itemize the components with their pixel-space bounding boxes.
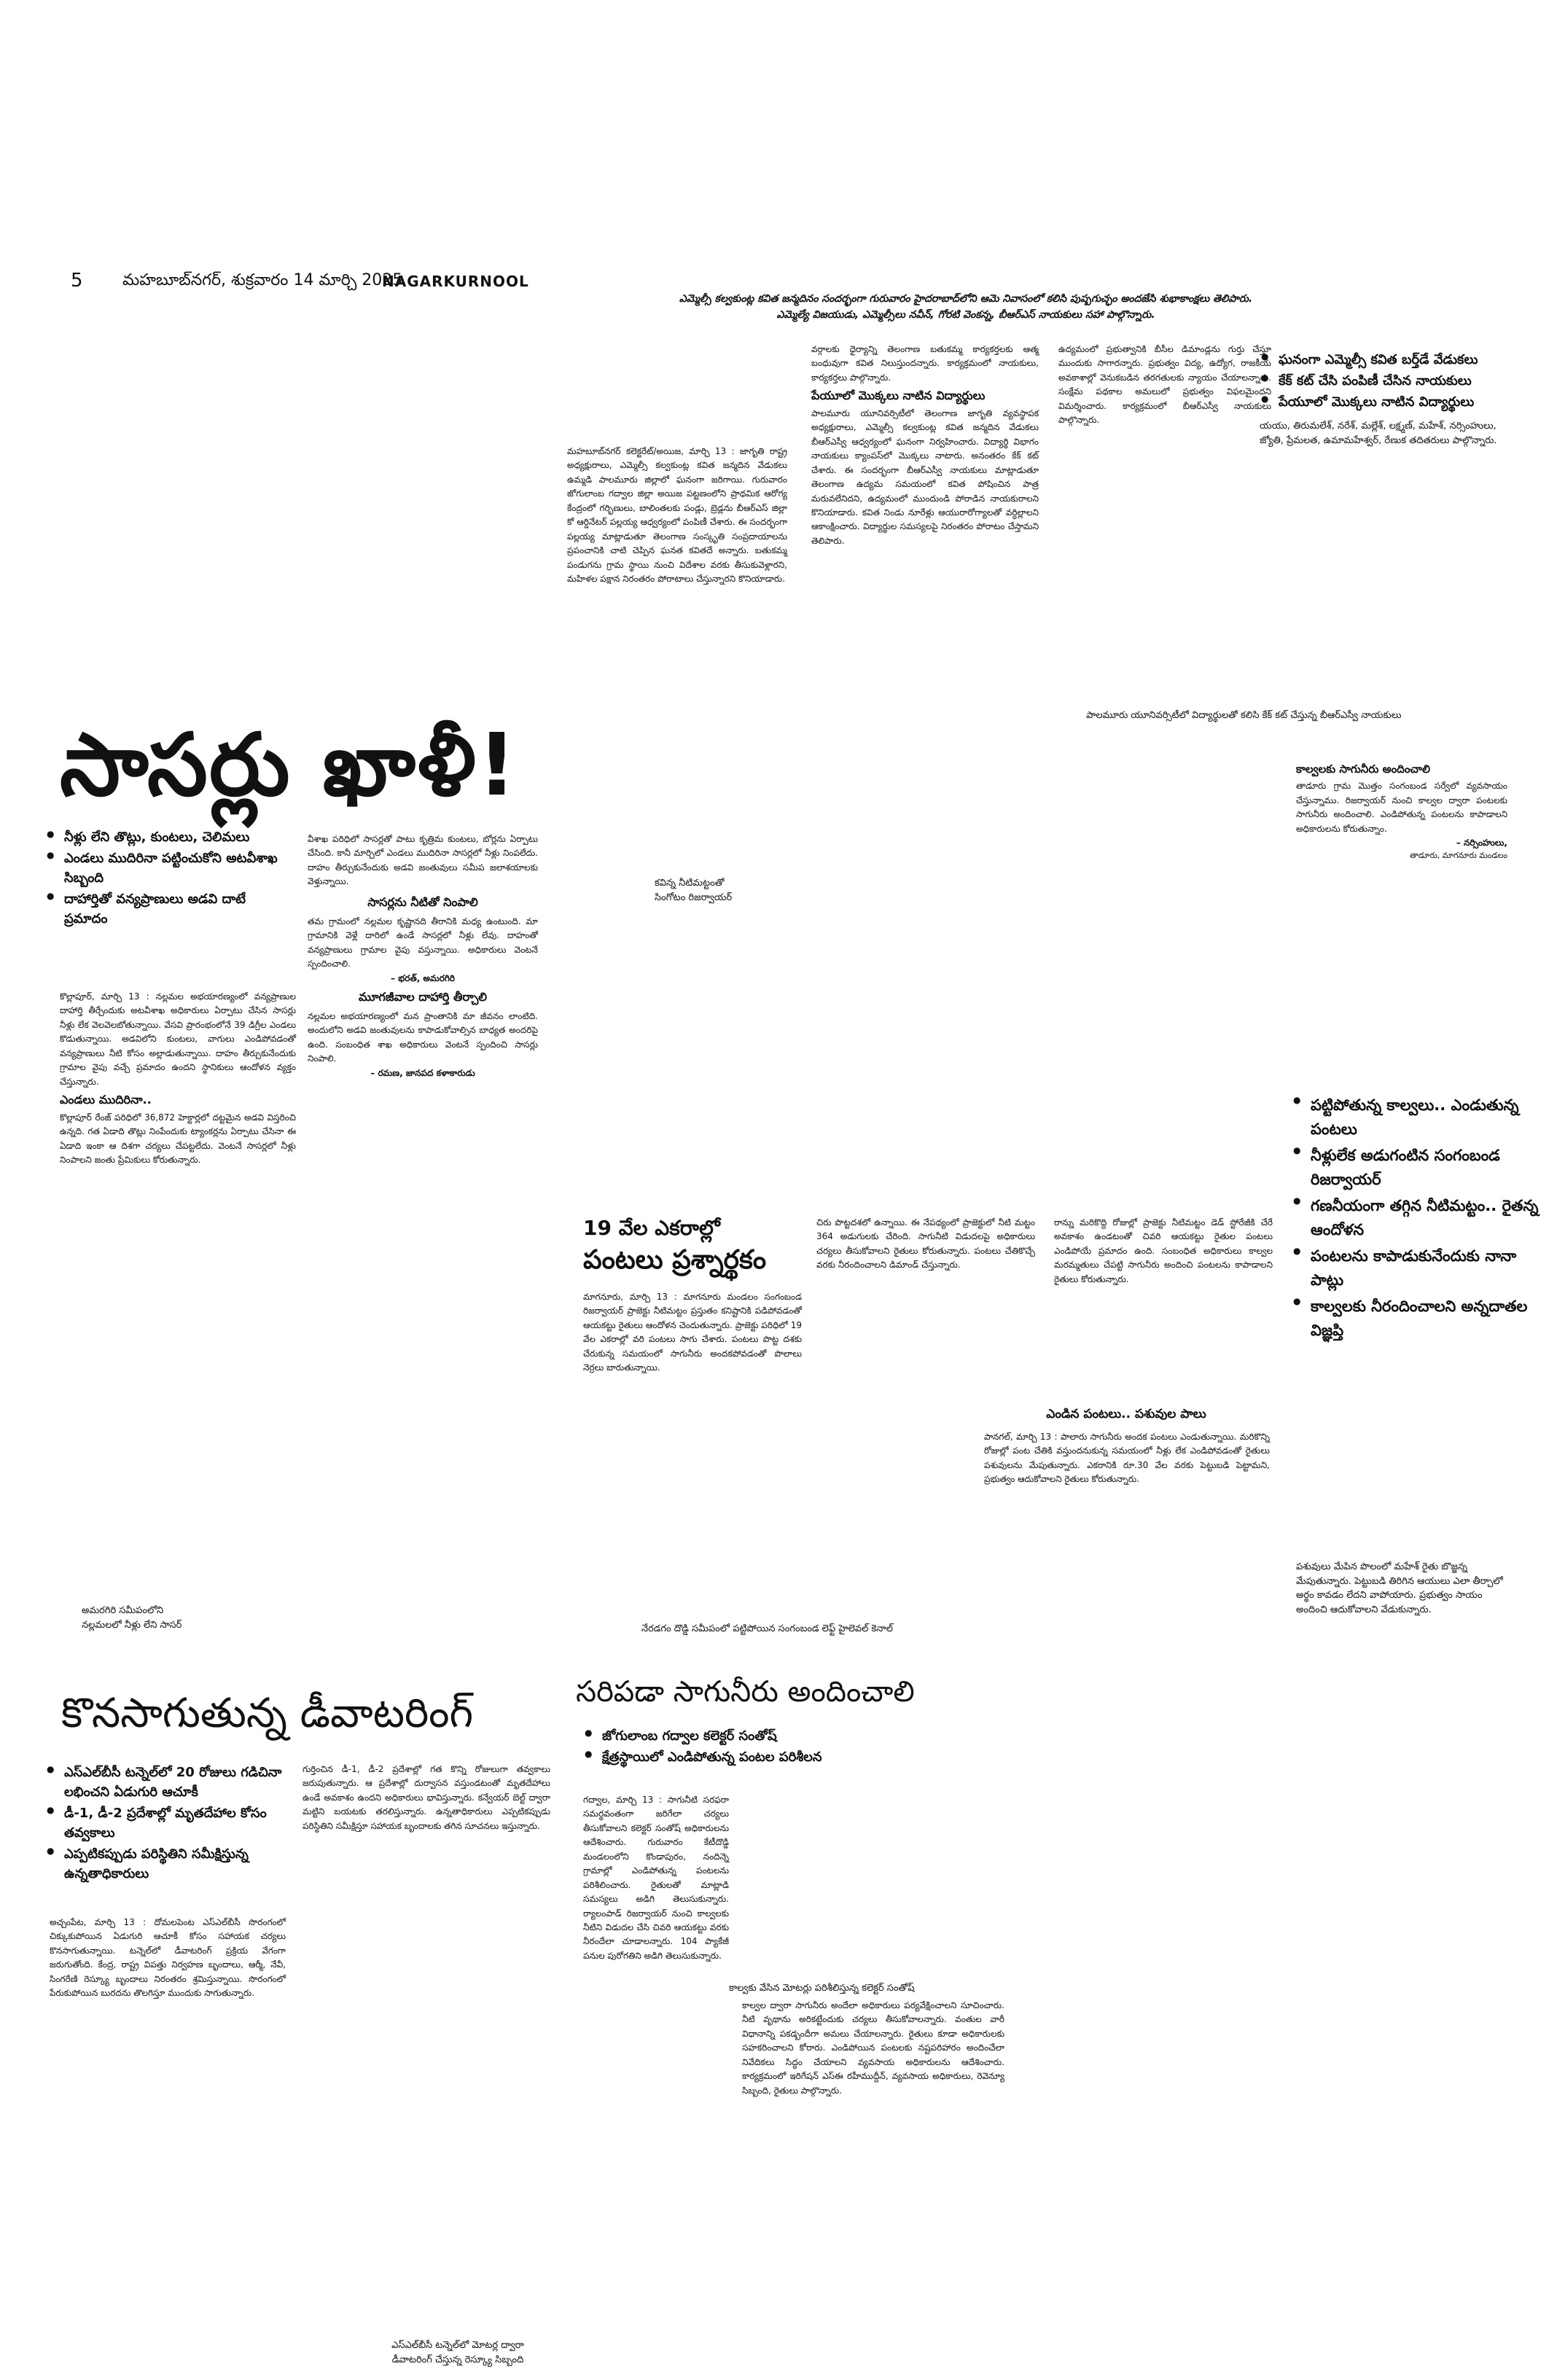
sasarla-bullets (45, 827, 293, 930)
kavitha-col1: మహబూబ్‌నగర్ కలెక్టరేట్/అయిజ, మార్చి 13 : జాగృతి రాష్ట్ర అధ్యక్షురాలు, ఎమ్మెల్సీ కల్వకుంట్ల కవిత జన్మదిన వేడుకలు ఉమ్మడి పాలమూరు జిల్లాలో ఘనంగా జరిగాయి. గురువారం జోగులాంబ గద్వాల జిల్లా అయిజ పట్టణంలోని ప్రాథమిక ఆరోగ్య కేంద్రంలో గర్భిణులు, బాలింతలకు పండ్లు, బ్రెడ్లను బీఆర్‌ఎస్ జిల్లా కో ఆర్డినేటర్ పల్లయ్య ఆధ్వర్యంలో పంపిణీ చేశారు. ఈ సందర్భంగా పల్లయ్య మాట్లాడుతూ తెలంగాణ సంస్కృతి సంప్రదాయాలను ప్రపంచానికి చాటి చెప్పిన ఘనత కవితదే అన్నారు. బతుకమ్మ పండుగను గ్రామ స్థాయి నుంచి విదేశాల వరకు తీసుకువెళ్లారని, మహిళల పక్షాన నిరంతరం పోరాటాలు చేస్తున్నారని కొనియాడారు. (567, 446, 787, 584)
sasarla-col1 (60, 990, 296, 1167)
kalwa-col3: రాన్ను మరికొద్ది రోజుల్లో ప్రాజెక్టు నీటిమట్టం డెడ్ స్టోరేజీకి చేరే అవకాశం ఉండటంతో చివరి ఆయకట్టు రైతుల పంటలు ఎండిపోయే ప్రమాదం ఉంది. సంబంధిత అధికారులు కాల్వల మరమ్మతులు చేపట్టి సాగునీరు అందించి పంటలను కాపాడాలని రైతులు కోరుతున్నారు. (1054, 1217, 1273, 1284)
kavitha-col2-text-b: పాలమూరు యూనివర్సిటీలో తెలంగాణ జాగృతి వ్యవస్థాపక అధ్యక్షురాలు, ఎమ్మెల్సీ కల్వకుంట్ల కవిత జన్మదిన వేడుకలు బీఆర్‌ఎస్వీ ఆధ్వర్యంలో ఘనంగా నిర్వహించారు. విద్యార్థి విభాగం నాయకులు క్యాంపస్‌లో మొక్కలు నాటారు. అనంతరం కేక్ కట్ చేశారు. ఈ సందర్భంగా బీఆర్‌ఎస్వీ నాయకులు మాట్లాడుతూ తెలంగాణ ఉద్యమ సమయంలో కవిత పోషించిన పాత్ర మరువలేనిదని, ఉద్యమంలో ముందుండి పోరాడిన నాయకురాలని కొనియాడారు. కవిత నిండు నూరేళ్లు ఆయురారోగ్యాలతో వర్ధిల్లాలని ఆకాంక్షించారు. విద్యార్థుల సమస్యలపై నిరంతరం పోరాటం చేస్తామని తెలిపారు. (811, 407, 1039, 546)
kavitha-col2-subhead: పేయూలో మొక్కలు నాటిన విద్యార్థులు (811, 389, 986, 403)
kalwa-bullet-5: ● కాల్వలకు నీరందించాలని అన్నదాతల విజ్ఞప్తి (1292, 1295, 1540, 1342)
kavitha-col2-text: వర్గాలకు ధైర్యాన్ని తెలంగాణ బతుకమ్మ కార్యకర్తలకు ఆత్మ బంధువుగా కవిత నిలుస్తుందన్నారు. కార్యక్రమంలో నాయకులు, కార్యకర్తలు పాల్గొన్నారు. (811, 344, 1039, 383)
kalwa-box-credit: – నర్సింహులు, (1456, 838, 1507, 848)
sasarla-col2-text-b: తమ గ్రామంలో నల్లమల కృష్ణానది తీరానికి మధ్య ఉంటుంది. మా గ్రామానికి వెళ్లే దారిలో ఉండే సాసర్లలో నీళ్లు లేవు. దాహంతో వన్యప్రాణులు గ్రామాల వైపు వస్తున్నాయి. అధికారులు వెంటనే స్పందించాలి. (308, 916, 538, 969)
sasarla-bottom-caption-line1: అమరగిరి సమీపంలోని (82, 1605, 164, 1616)
kavitha-bullets (1260, 350, 1507, 448)
sasarla-bottom-caption-line2: నల్లమలలో నీళ్లు లేని సాసర్ (82, 1619, 182, 1631)
sasarla-col1-text-b: కొల్లాపూర్ రేంజ్ పరిధిలో 36,872 హెక్టార్లలో దట్టమైన అడవి విస్తరించి ఉన్నది. గత ఏడాది తొట్లు నింపేందుకు ట్యాంకర్లను ఏర్పాటు చేసినా ఈ ఏడాది ఇంకా ఆ దిశగా చర్యలు చేపట్టలేదు. వెంటనే సాసర్లలో నీళ్లు నింపాలని జంతు ప్రేమికులు కోరుతున్నారు. (60, 1112, 296, 1165)
kavitha-second-caption: పాలమూరు యూనివర్సిటీలో విద్యార్థులతో కలిసి కేక్ కట్ చేస్తున్న బీఆర్‌ఎస్వీ నాయకులు (1086, 710, 1402, 721)
kalwa-col1: మాగనూరు, మార్చి 13 : మాగనూరు మండలం సంగంబండ రిజర్వాయర్ ప్రాజెక్టు నీటిమట్టం ప్రస్తుతం కనిష్టానికి పడిపోవడంతో ఆయకట్టు రైతులు ఆందోళన చెందుతున్నారు. ప్రాజెక్టు పరిధిలో 19 వేల ఎకరాల్లో వరి పంటలు సాగు చేశారు. పంటలు పొట్ట దశకు చేరుకున్న సమయంలో సాగునీరు అందకపోవడంతో పొలాలు నెర్రలు బారుతున్నాయి. (583, 1292, 802, 1373)
kalwa-box-text: తాడూరు గ్రామ మొత్తం సంగంబండ సర్వేలో వ్యవసాయం చేస్తున్నాము. రిజర్వాయర్ నుంచి కాల్వల ద్వారా పంటలకు సాగునీరు అందించాలి. ఎండిపోతున్న పంటలను కాపాడాలని అధికారులను కోరుతున్నాం. (1296, 781, 1507, 834)
kalwa-photo-caption-left: నేరడగం దొడ్డి సమీపంలో పట్టిపోయిన సంగంబండ లెఫ్ట్ హైలెవల్ కెనాల్ (641, 1623, 894, 1634)
page-number: 5 (71, 270, 83, 292)
sasarla-bullet-1: ● నీళ్లు లేని తొట్లు, కుంటలు, చెలిమలు (45, 827, 293, 847)
sasarla-photo-caption-line1: కవిన్న నీటిమట్టంతో (655, 878, 725, 889)
sasarla-col2-subhead-2: మూగజీవాల దాహార్తి తీర్చాలి (358, 989, 488, 1004)
kavitha-bullet-3: ● పేయూలో మొక్కలు నాటిన విద్యార్థులు (1260, 392, 1507, 412)
kavitha-bullet-1: ● ఘనంగా ఎమ్మెల్సీ కవిత బర్త్‌డే వేడుకలు (1260, 350, 1507, 370)
kavitha-bullet-2: ● కేక్ కట్ చేసి పంపిణీ చేసిన నాయకులు (1260, 371, 1507, 391)
kalwa-box-title: కాల్వలకు సాగునీరు అందించాలి (1296, 762, 1430, 776)
dewatering-caption-line1: ఎస్ఎల్‌బీసీ టన్నెల్‌లో మోటర్ల ద్వారా (391, 2340, 524, 2351)
sasarla-col2-text-c: నల్లమల అభయారణ్యంలో మన ప్రాంతానికి మా జీవనం లాంటిది. అందులోని అడవి జంతువులను కాపాడుకోవాల్సిన బాధ్యత అందరిపై ఉంది. సంబంధిత శాఖ అధికారులు వెంటనే స్పందించి సాసర్లు నింపాలి. (308, 1010, 538, 1064)
kalwa-bullet-1: ● పట్టిపోతున్న కాల్వలు.. ఎండుతున్న పంటలు (1292, 1093, 1540, 1141)
kalwa-box-credit-place: తాడూరు, మాగనూరు మండలం (1409, 851, 1507, 861)
kalwa-photo-caption-right: పశువులు మేపిన పొలంలో మహేశ్ రైతు బొజ్జన్న మేపుతున్నారు. పెట్టుబడి తిరిగిన ఆయులు ఎలా తీర్చాలో అర్థం కావడం లేదని వాపోయారు. ప్రభుత్వం సాయం అందించి ఆదుకోవాలని వేడుకున్నారు. (1296, 1561, 1503, 1615)
sasarla-col2 (308, 832, 538, 1080)
sasarla-bottom-caption (82, 1604, 257, 1632)
sasarla-bullet-3: ● దాహార్తితో వన్యప్రాణులు అడవి దాటే ప్రమాదం (45, 889, 293, 929)
sasarla-bullet-2: ● ఎండలు ముదిరినా పట్టించుకోని అటవీశాఖ సిబ్బంది (45, 848, 293, 888)
kalwa-sub-text: పానగల్, మార్చి 13 : పాలారు సాగునీరు అందక పంటలు ఎండుతున్నాయి. మరికొన్ని రోజుల్లో పంట చేతికి వస్తుందనుకున్న సమయంలో నీళ్లు లేక ఎండిపోవడంతో రైతులు పశువులను మేపుతున్నారు. ఎకరానికి రూ.30 వేల వరకు పెట్టుబడి పెట్టామని, ప్రభుత్వం ఆదుకోవాలని రైతులు కోరుతున్నారు. (984, 1432, 1270, 1485)
dewatering-caption-line2: డీవాటరింగ్ చేస్తున్న రెస్క్యూ సిబ్బంది (391, 2354, 524, 2365)
kavitha-photo-caption: యయు, తిరుమలేశ్, నరేశ్, మల్లేశ్, లక్ష్మణ్, మహేశ్, నర్సింహులు, జ్యోతి, ప్రేమలత, ఉమామహేశ్వర్, రేణుక తదితరులు పాల్గొన్నారు. (1260, 421, 1497, 446)
kalwa-bullet-2: ● నీళ్లులేక అడుగంటిన సంగంబండ రిజర్వాయర్ (1292, 1144, 1540, 1191)
gadwal-col2: కాల్వల ద్వారా సాగునీరు అందేలా అధికారులు పర్యవేక్షించాలని సూచించారు. నీటి వృథాను అరికట్టేందుకు చర్యలు తీసుకోవాలన్నారు. వంతుల వారీ విధానాన్ని పకడ్బందీగా అమలు చేయాలన్నారు. రైతులు కూడా అధికారులకు సహకరించాలని కోరారు. ఎండిపోయిన పంటలకు నష్టపరిహారం అందించేలా నివేదికలు సిద్ధం చేయాలని వ్యవసాయ అధికారులను ఆదేశించారు. కార్యక్రమంలో ఇరిగేషన్ ఎస్ఈ రహీముద్దీన్, వ్యవసాయ అధికారులు, రెవెన్యూ సిబ్బంది, రైతులు పాల్గొన్నారు. (742, 2000, 1004, 2096)
dewatering-headline: కొనసాగుతున్న డీవాటరింగ్ (61, 1690, 474, 1737)
dewatering-photo-caption (348, 2338, 567, 2367)
sasarla-photo-caption (655, 876, 815, 905)
gadwal-bullet-2: ● క్షేత్రస్థాయిలో ఎండిపోతున్న పంటల పరిశీలన (583, 1747, 991, 1767)
dateline: మహబూబ్‌నగర్, శుక్రవారం 14 మార్చి 2025 (122, 271, 403, 289)
kalwa-col2: చిరు పొట్టదశలో ఉన్నాయి. ఈ నేపథ్యంలో ప్రాజెక్టులో నీటి మట్టం 364 అడుగులకు చేరింది. సాగునీటి విడుదలపై అధికారులు చర్యలు తీసుకోవాలని రైతులు కోరుతున్నారు. పంటలు చేతికొచ్చే వరకు నీరందించాలని డిమాండ్ చేస్తున్నారు. (816, 1217, 1035, 1271)
dewatering-bullet-3: ● ఎప్పటికప్పుడు పరిస్థితిని సమీక్షిస్తున్న ఉన్నతాధికారులు (45, 1844, 296, 1884)
top-caption-line1: ఎమ్మెల్సీ కల్వకుంట్ల కవిత జన్మదినం సందర్భంగా గురువారం హైదరాబాద్‌లోని ఆమె నివాసంలో కలిసి పుష్పగుచ్ఛం అందజేసి శుభాకాంక్షలు తెలిపారు. (679, 293, 1253, 305)
kalwa-box (1296, 762, 1507, 862)
sasarla-col2-text: వీశాఖ పరిధిలో సాసర్లతో పాటు కృత్రిమ కుంటలు, బోర్లను ఏర్పాటు చేసింది. కానీ మార్చిలో ఎండలు ముదిరినా సాసర్లలో నీళ్లు నింపలేదు. దాహం తీర్చుకునేందుకు అడవి జంతువులు సమీప జలాశయాలకు వెళ్తున్నాయి. (308, 834, 538, 887)
gadwal-col1: గద్వాల, మార్చి 13 : సాగునీటి సరఫరా సమర్థవంతంగా జరిగేలా చర్యలు తీసుకోవాలని కలెక్టర్ సంతోష్ అధికారులను ఆదేశించారు. గురువారం కేటీదొడ్డి మండలంలోని కొండాపురం, నందిన్నె గ్రామాల్లో ఎండిపోతున్న పంటలను పరిశీలించారు. రైతులతో మాట్లాడి సమస్యలు అడిగి తెలుసుకున్నారు. ర్యాలంపాడ్ రిజర్వాయర్ నుంచి కాల్వలకు నీటిని విడుదల చేసి చివరి ఆయకట్టు వరకు నీరందేలా చూడాలన్నారు. 104 ప్యాకేజీ పనుల పురోగతిని అడిగి తెలుసుకున్నారు. (583, 1795, 729, 1961)
sasarla-col1-text: కొల్లాపూర్, మార్చి 13 : నల్లమల అభయారణ్యంలో వన్యప్రాణుల దాహార్తి తీర్చేందుకు అటవీశాఖ అధికారులు ఏర్పాటు చేసిన సాసర్లు నీళ్లు లేక వెలవెలబోతున్నాయి. వేసవి ప్రారంభంలోనే 39 డిగ్రీల ఎండలు కొడుతున్నాయి. అడవిలోని కుంటలు, వాగులు ఎండిపోవడంతో వన్యప్రాణులు నీటి కోసం అల్లాడుతున్నాయి. దాహం తీర్చుకునేందుకు గ్రామాల వైపు వచ్చే ప్రమాదం ఉందని స్థానికులు ఆందోళన వ్యక్తం చేస్తున్నారు. (60, 991, 296, 1087)
sasarla-credit-1: – భరత్, అమరగిరి (391, 972, 455, 983)
kavitha-col3: ఉద్యమంలో ప్రభుత్వానికి బీసీల డిమాండ్లను గుర్తు చేస్తూ ముందుకు సాగారన్నారు. ప్రభుత్వం విద్య, ఉద్యోగ, రాజకీయ అవకాశాల్లో వెనుకబడిన తరగతులకు న్యాయం చేయాలన్నారు. సంక్షేమ పథకాల అమలులో ప్రభుత్వం విఫలమైందని విమర్శించారు. కార్యక్రమంలో బీఆర్‌ఎస్వీ నాయకులు పాల్గొన్నారు. (1058, 344, 1271, 426)
top-photo-caption (583, 292, 1349, 323)
gadwal-headline: సరిపడా సాగునీరు అందించాలి (576, 1675, 915, 1709)
kalwa-bullet-4: ● పంటలను కాపాడుకునేందుకు నానా పాట్లు (1292, 1244, 1540, 1292)
kalwa-subhead: ఎండిన పంటలు.. పశువుల పాలు (1046, 1407, 1206, 1421)
dewatering-col2: గుర్తించిన డీ-1, డీ-2 ప్రదేశాల్లో గత కొన్ని రోజులుగా తవ్వకాలు జరుపుతున్నారు. ఆ ప్రదేశాల్లో దుర్వాసన వస్తుండటంతో మృతదేహాలు ఉండే అవకాశం ఉందని అధికారులు భావిస్తున్నారు. కన్వేయర్ బెల్ట్ ద్వారా మట్టిని బయటకు తరలిస్తున్నారు. ఉన్నతాధికారులు ఎప్పటికప్పుడు పరిస్థితిని సమీక్షిస్తూ సహాయక బృందాలకు తగిన సూచనలు ఇస్తున్నారు. (303, 1764, 550, 1831)
dewatering-bullets (45, 1763, 296, 1885)
sasarla-credit-2: – రమణ, జానపద కళాకారుడు (370, 1067, 475, 1078)
gadwal-photo-caption: కాల్వకు వేసిన మోటర్లు పరిశీలిస్తున్న కలెక్టర్ సంతోష్ (729, 1983, 915, 1994)
kalwa-bullets (1292, 1093, 1540, 1345)
kalwa-headline-line2: పంటలు ప్రశ్నార్థకం (583, 1245, 767, 1275)
kavitha-col2 (811, 343, 1039, 548)
dewatering-bullet-2: ● డీ-1, డీ-2 ప్రదేశాల్లో మృతదేహాల కోసం తవ్వకాలు (45, 1803, 296, 1843)
sasarla-col2-subhead: సాసర్లను నీటితో నింపాలి (367, 894, 478, 909)
sasarla-col1-subhead: ఎండలు ముదిరినా.. (60, 1093, 152, 1107)
edition-label: NAGARKURNOOL (382, 273, 529, 290)
dewatering-col1: అచ్చంపేట, మార్చి 13 : దోమలపెంట ఎస్ఎల్‌బీసీ సొరంగంలో చిక్కుకుపోయిన ఏడుగురి ఆచూకీ కోసం సహాయక చర్యలు కొనసాగుతున్నాయి. టన్నెల్‌లో డీవాటరింగ్ ప్రక్రియ వేగంగా జరుగుతోంది. కేంద్ర, రాష్ట్ర విపత్తు నిర్వహణ బృందాలు, ఆర్మీ, నేవీ, సింగరేణి రెస్క్యూ బృందాలు నిరంతరం శ్రమిస్తున్నాయి. సొరంగంలో పేరుకుపోయిన బురదను తొలగిస్తూ ముందుకు సాగుతున్నారు. (50, 1917, 286, 1999)
kalwa-headline (583, 1216, 766, 1281)
kalwa-bullet-3: ● గణనీయంగా తగ్గిన నీటిమట్టం.. రైతన్న ఆందోళన (1292, 1194, 1540, 1241)
gadwal-bullet-1: ● జోగులాంబ గద్వాల కలెక్టర్ సంతోష్ (583, 1726, 991, 1746)
kalwa-headline-line1: 19 వేల ఎకరాల్లో (583, 1216, 720, 1240)
top-caption-line2: ఎమ్మెల్యే విజయుడు, ఎమ్మెల్సీలు నవీన్, గోరటి వెంకన్న, బీఆర్‌ఎస్ నాయకులు సహా పాల్గొన్నారు. (776, 308, 1155, 321)
sasarla-photo-caption-line2: సింగోటం రిజర్వాయర్ (655, 891, 733, 903)
dewatering-bullet-1: ● ఎస్ఎల్‌బీసీ టన్నెల్‌లో 20 రోజులు గడిచినా లభించని ఏడుగురి ఆచూకీ (45, 1763, 296, 1802)
gadwal-bullets (583, 1726, 991, 1768)
sasarla-headline: సాసర్లు ఖాళీ! (60, 714, 518, 815)
